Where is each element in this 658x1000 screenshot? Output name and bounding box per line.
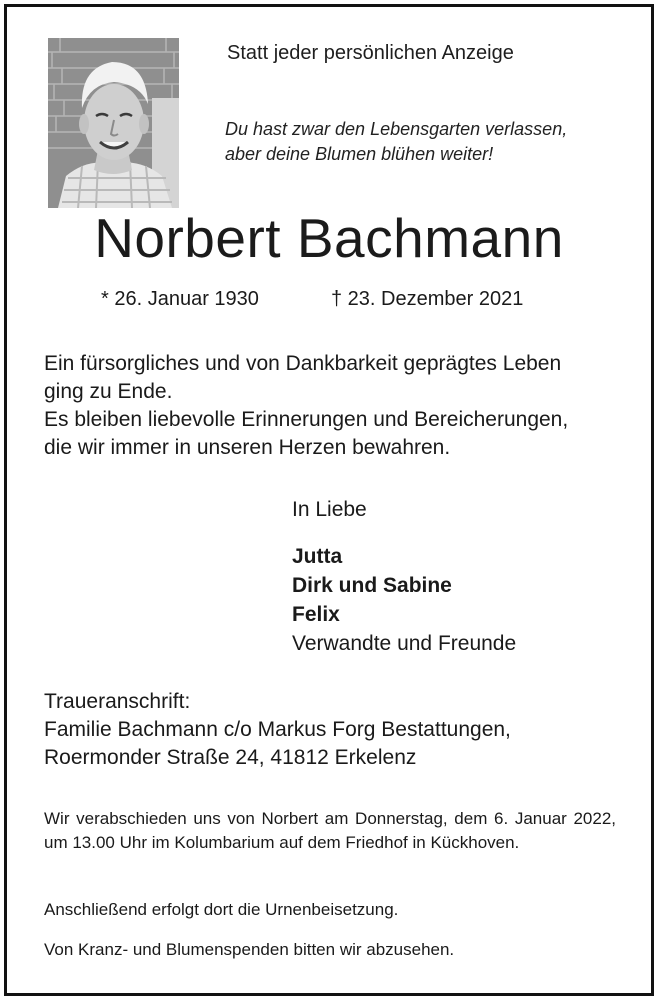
motto-line: Du hast zwar den Lebensgarten verlassen,	[225, 119, 568, 139]
portrait-photo	[48, 38, 179, 208]
address-label: Traueranschrift:	[44, 690, 191, 713]
tribute-text	[44, 350, 634, 462]
urn-burial-note: Anschließend erfolgt dort die Urnenbeisetzung.	[44, 900, 399, 919]
motto-line: aber deine Blumen blühen weiter!	[225, 144, 494, 164]
tribute-line: Es bleiben liebevolle Erinnerungen und Bereicherungen,	[44, 408, 569, 431]
death-date: † 23. Dezember 2021	[331, 288, 524, 310]
mourner-others: Verwandte und Freunde	[292, 632, 517, 655]
service-details: Wir verabschieden uns von Norbert am Donnerstag, dem 6. Januar 2022, um 13.00 Uhr im Kolumbarium auf dem Friedhof in Kückhoven.	[44, 809, 616, 852]
mourners-intro: In Liebe	[292, 498, 367, 521]
address-line: Roermonder Straße 24, 41812 Erkelenz	[44, 746, 417, 769]
tribute-line: Ein fürsorgliches und von Dankbarkeit geprägtes Leben	[44, 352, 562, 375]
mourning-address	[44, 688, 511, 772]
tribute-line: ging zu Ende.	[44, 380, 173, 403]
flowers-note: Von Kranz- und Blumenspenden bitten wir abzusehen.	[44, 940, 455, 959]
mourner-name: Jutta	[292, 545, 343, 568]
notice-heading: Statt jeder persönlichen Anzeige	[227, 42, 514, 64]
birth-date: * 26. Januar 1930	[101, 288, 259, 310]
deceased-name: Norbert Bachmann	[94, 207, 564, 269]
mourners-list	[292, 542, 516, 658]
tribute-line: die wir immer in unseren Herzen bewahren.	[44, 436, 451, 459]
mourner-name: Dirk und Sabine	[292, 574, 452, 597]
motto-quote	[225, 117, 635, 167]
mourner-name: Felix	[292, 603, 340, 626]
address-line: Familie Bachmann c/o Markus Forg Bestattungen,	[44, 718, 511, 741]
